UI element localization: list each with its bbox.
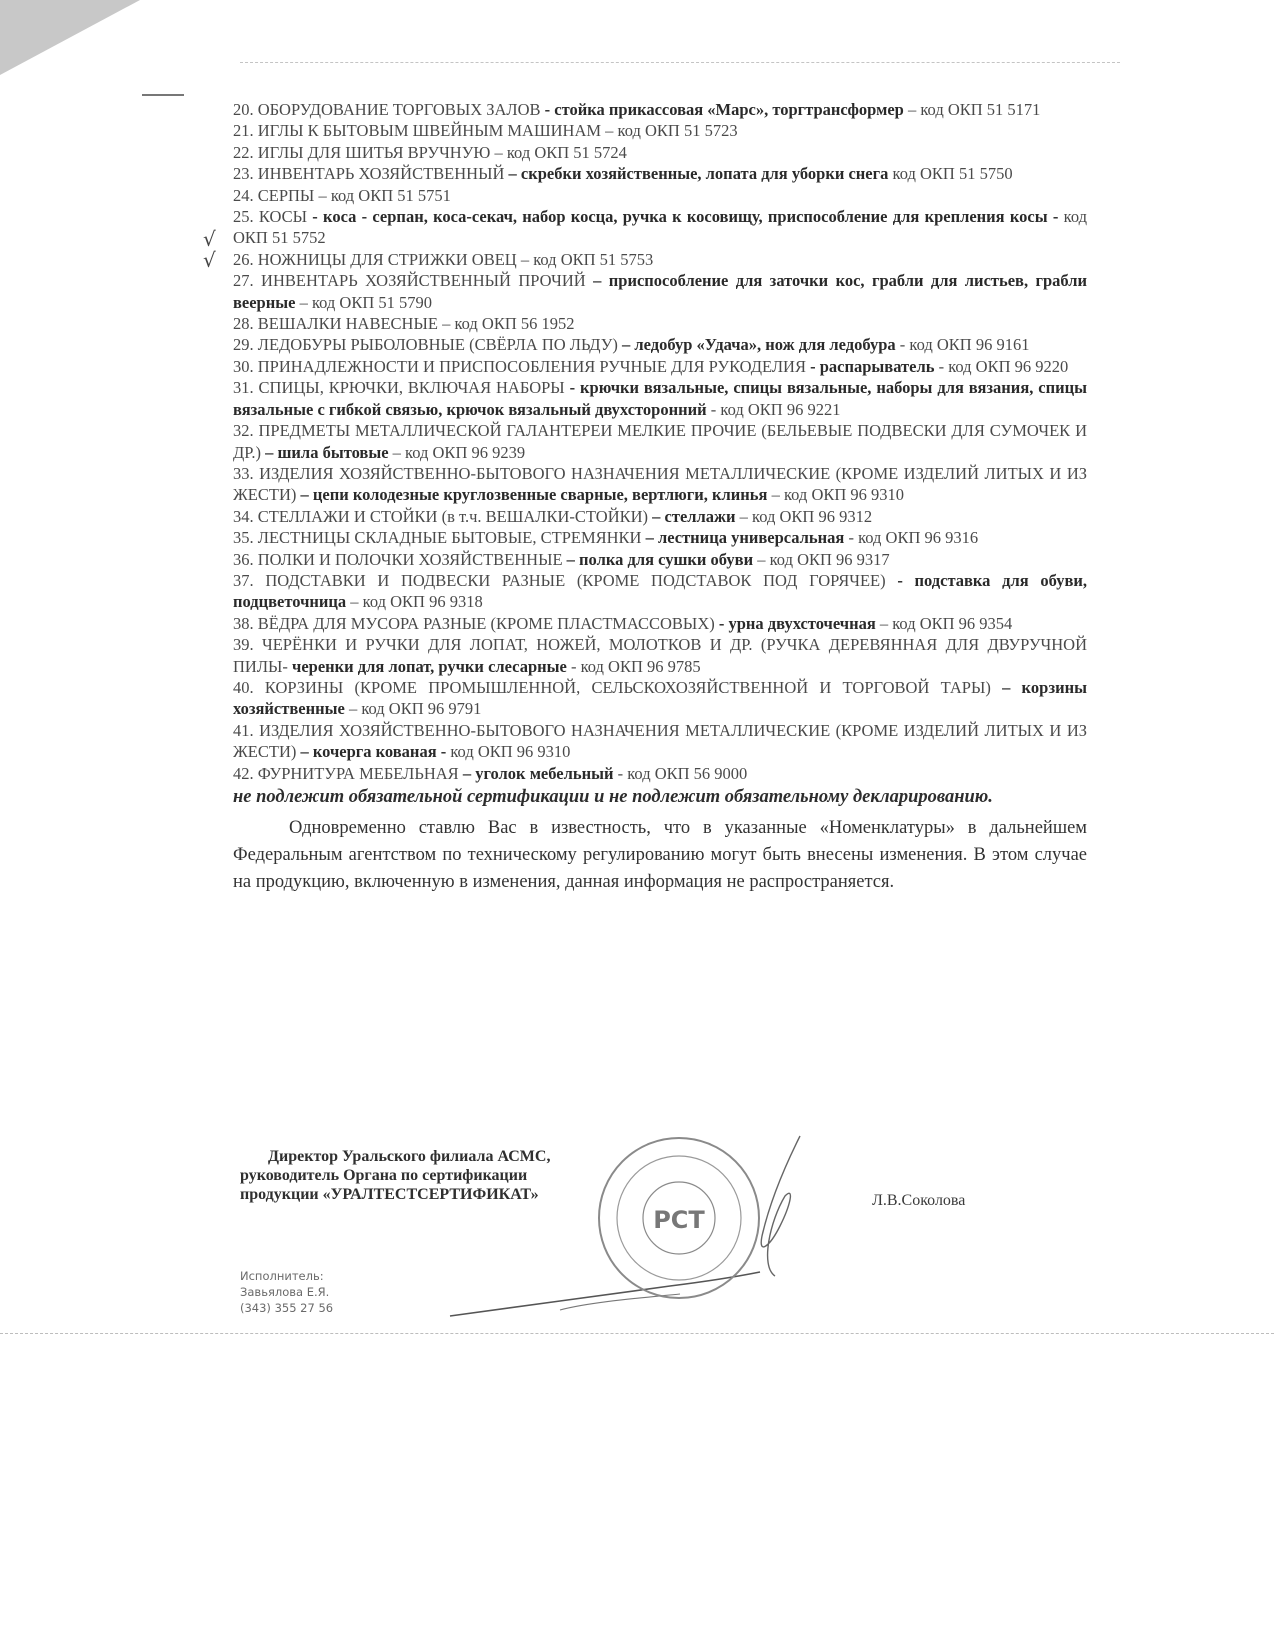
item-products: – ледобур «Удача», нож для ледобура — [622, 335, 896, 355]
item-code: код ОКП 96 9310 — [450, 742, 571, 762]
list-item — [233, 163, 1087, 184]
item-products: – шила бытовые — [265, 442, 389, 462]
item-code: - код ОКП 96 9316 — [848, 528, 979, 548]
item-code: - код ОКП 96 9221 — [710, 399, 841, 419]
checkmark-icon: √ — [203, 248, 216, 272]
item-products: – цепи колодезные круглозвенные сварные, вертлюги, клинья — [300, 485, 768, 505]
scan-top-edge — [240, 62, 1120, 63]
item-number: 30. — [233, 356, 254, 376]
item-products: - коса - серпан, коса-секач, набор косца, ручка к косовищу, приспособление для крепления косы - — [312, 207, 1059, 227]
list-item — [233, 334, 1087, 355]
exemption-note: не подлежит обязательной сертификации и не подлежит обязательному декларированию. — [233, 787, 993, 807]
item-category: ПРИНАДЛЕЖНОСТИ И ПРИСПОСОБЛЕНИЯ РУЧНЫЕ ДЛЯ РУКОДЕЛИЯ — [257, 356, 806, 376]
item-products: – лестница универсальная — [645, 528, 845, 548]
item-products: - крючки вязальные, спицы вязальные, наборы для вязания, спицы вязальные с гибкой связью, крючок вязальный двухсторонний — [233, 378, 1088, 419]
item-number: 37. — [233, 570, 254, 590]
item-number: 42. — [233, 763, 254, 783]
item-code: код ОКП 51 5750 — [892, 164, 1013, 184]
list-item — [233, 420, 1087, 463]
list-item — [233, 313, 1087, 334]
list-item — [233, 527, 1087, 548]
item-number: 28. — [233, 314, 254, 334]
item-products: - стойка прикассовая «Марс», торгтрансформер — [544, 100, 904, 119]
item-number: 25. — [233, 207, 254, 227]
item-code: – код ОКП 96 9354 — [879, 613, 1013, 633]
item-category: ИГЛЫ К БЫТОВЫМ ШВЕЙНЫМ МАШИНАМ — [257, 121, 602, 141]
item-number: 40. — [233, 677, 254, 697]
item-number: 24. — [233, 185, 254, 205]
item-number: 26. — [233, 249, 254, 269]
item-code: – код ОКП 51 5751 — [318, 185, 451, 205]
list-item — [233, 356, 1087, 377]
item-code: – код ОКП 51 5790 — [299, 292, 433, 312]
list-item — [233, 720, 1087, 763]
item-category: ИНВЕНТАРЬ ХОЗЯЙСТВЕННЫЙ ПРОЧИЙ — [261, 271, 586, 291]
signatory-title-line2: руководитель Органа по сертификации — [240, 1167, 528, 1184]
item-products: – стеллажи — [652, 506, 736, 526]
item-products: – уголок мебельный — [462, 763, 614, 783]
item-list — [233, 99, 1087, 784]
item-category: ВЁДРА ДЛЯ МУСОРА РАЗНЫЕ (КРОМЕ ПЛАСТМАССОВЫХ) — [257, 613, 715, 633]
signatory-title-line1: Директор Уральского филиала АСМС, — [268, 1148, 551, 1165]
item-category: ЧЕРЁНКИ И РУЧКИ ДЛЯ ЛОПАТ, НОЖЕЙ, МОЛОТКОВ И ДР. (РУЧКА ДЕРЕВЯННАЯ ДЛЯ ДВУРУЧНОЙ ПИЛЫ- — [233, 635, 1088, 676]
item-code: - код ОКП 56 9000 — [617, 763, 748, 783]
item-products: – кочерга кованая - — [300, 742, 447, 762]
item-category: ПОЛКИ И ПОЛОЧКИ ХОЗЯЙСТВЕННЫЕ — [257, 549, 563, 569]
executor-phone: (343) 355 27 56 — [240, 1301, 334, 1315]
item-category: ЛЕДОБУРЫ РЫБОЛОВНЫЕ (СВЁРЛА ПО ЛЬДУ) — [257, 335, 618, 355]
item-number: 29. — [233, 335, 254, 355]
item-products: черенки для лопат, ручки слесарные — [292, 656, 567, 676]
item-category: ЛЕСТНИЦЫ СКЛАДНЫЕ БЫТОВЫЕ, СТРЕМЯНКИ — [257, 528, 642, 548]
executor-label: Исполнитель: — [240, 1269, 324, 1283]
item-code: – код ОКП 51 5171 — [907, 100, 1041, 119]
item-code: - код ОКП 96 9785 — [570, 656, 701, 676]
list-item — [233, 763, 1087, 784]
list-item — [233, 570, 1087, 613]
executor-name: Завьялова Е.Я. — [240, 1285, 330, 1299]
list-item — [233, 142, 1087, 163]
item-products: – корзины хозяйственные — [233, 677, 1088, 719]
list-item — [233, 120, 1087, 141]
item-number: 36. — [233, 549, 254, 569]
item-category: СТЕЛЛАЖИ И СТОЙКИ (в т.ч. ВЕШАЛКИ-СТОЙКИ) — [257, 506, 649, 526]
item-category: ВЕШАЛКИ НАВЕСНЫЕ — [257, 314, 438, 334]
item-products: - распарыватель — [810, 356, 935, 376]
item-code: – код ОКП 96 9312 — [739, 506, 873, 526]
item-category: СПИЦЫ, КРЮЧКИ, ВКЛЮЧАЯ НАБОРЫ — [258, 378, 565, 398]
item-category: ИЗДЕЛИЯ ХОЗЯЙСТВЕННО-БЫТОВОГО НАЗНАЧЕНИЯ МЕТАЛЛИЧЕСКИЕ (КРОМЕ ИЗДЕЛИЙ ЛИТЫХ И ИЗ ЖЕСТИ) — [233, 720, 1087, 762]
item-code: – код ОКП 96 9239 — [392, 442, 526, 462]
item-number: 32. — [233, 421, 254, 441]
list-item — [233, 549, 1087, 570]
item-number: 41. — [233, 720, 254, 740]
item-code: – код ОКП 96 9317 — [757, 549, 890, 569]
item-category: КОРЗИНЫ (КРОМЕ ПРОМЫШЛЕННОЙ, СЕЛЬСКОХОЗЯЙСТВЕННОЙ И ТОРГОВОЙ ТАРЫ) — [264, 677, 991, 697]
list-item — [233, 99, 1087, 120]
item-category: СЕРПЫ — [257, 185, 315, 205]
margin-mark — [142, 94, 184, 96]
item-code: – код ОКП 96 9310 — [771, 485, 905, 505]
item-products: – приспособление для заточки кос, грабли для листьев, грабли веерные — [233, 271, 1088, 312]
item-number: 21. — [233, 121, 254, 141]
item-code: – код ОКП 56 1952 — [442, 314, 575, 334]
signer-name: Л.В.Соколова — [872, 1192, 966, 1209]
scan-bottom-edge — [0, 1333, 1274, 1334]
item-number: 34. — [233, 506, 254, 526]
item-code: код ОКП 51 5752 — [233, 207, 1088, 248]
signatory-title-line3: продукции «УРАЛТЕСТСЕРТИФИКАТ» — [240, 1186, 539, 1203]
item-category: ИНВЕНТАРЬ ХОЗЯЙСТВЕННЫЙ — [257, 164, 505, 184]
list-item — [233, 613, 1087, 634]
signature-block — [240, 1147, 660, 1204]
list-item — [233, 634, 1087, 677]
list-item — [233, 377, 1087, 420]
svg-text:РСТ: РСТ — [653, 1206, 705, 1234]
item-category: ИЗДЕЛИЯ ХОЗЯЙСТВЕННО-БЫТОВОГО НАЗНАЧЕНИЯ МЕТАЛЛИЧЕСКИЕ (КРОМЕ ИЗДЕЛИЙ ЛИТЫХ И ИЗ ЖЕСТИ) — [233, 463, 1087, 505]
notice-paragraph: Одновременно ставлю Вас в известность, что в указанные «Номенклатуры» в дальнейшем Федеральным агентством по техническому регулированию могут быть внесены изменения. В этом случае на продукцию, включенную в изменения, данная информация не распространяется. — [233, 818, 1087, 892]
item-number: 38. — [233, 613, 254, 633]
item-code: - код ОКП 96 9161 — [899, 335, 1030, 355]
item-code: – код ОКП 96 9318 — [350, 592, 483, 612]
item-number: 20. — [233, 100, 254, 119]
item-category: ИГЛЫ ДЛЯ ШИТЬЯ ВРУЧНУЮ — [257, 142, 491, 162]
list-item — [233, 270, 1087, 313]
list-item — [233, 506, 1087, 527]
checkmark-icon: √ — [203, 227, 216, 251]
item-number: 31. — [233, 378, 254, 398]
executor-info — [240, 1268, 333, 1316]
item-number: 22. — [233, 142, 254, 162]
item-code: – код ОКП 96 9791 — [348, 699, 482, 719]
list-item — [233, 206, 1087, 249]
list-item — [233, 677, 1087, 720]
item-products: – скребки хозяйственные, лопата для уборки снега — [508, 164, 889, 184]
item-number: 23. — [233, 164, 254, 184]
item-code: - код ОКП 96 9220 — [938, 356, 1069, 376]
item-category: ПРЕДМЕТЫ МЕТАЛЛИЧЕСКОЙ ГАЛАНТЕРЕИ МЕЛКИЕ ПРОЧИЕ (БЕЛЬЕВЫЕ ПОДВЕСКИ ДЛЯ СУМОЧЕК И ДР.) — [233, 421, 1087, 462]
document-body — [233, 99, 1087, 896]
item-category: НОЖНИЦЫ ДЛЯ СТРИЖКИ ОВЕЦ — [257, 249, 517, 269]
item-category: ПОДСТАВКИ И ПОДВЕСКИ РАЗНЫЕ (КРОМЕ ПОДСТАВОК ПОД ГОРЯЧЕЕ) — [265, 570, 886, 590]
item-products: – полка для сушки обуви — [566, 549, 754, 569]
item-products: - урна двухсточечная — [718, 613, 876, 633]
list-item — [233, 463, 1087, 506]
item-products: - подставка для обуви, подцветочница — [233, 570, 1087, 612]
item-code: – код ОКП 51 5724 — [494, 142, 627, 162]
item-code: – код ОКП 51 5723 — [605, 121, 738, 141]
item-category: ФУРНИТУРА МЕБЕЛЬНАЯ — [257, 763, 459, 783]
item-category: ОБОРУДОВАНИЕ ТОРГОВЫХ ЗАЛОВ — [257, 100, 541, 119]
item-code: – код ОКП 51 5753 — [520, 249, 654, 269]
list-item — [233, 185, 1087, 206]
item-number: 33. — [233, 463, 254, 483]
item-number: 39. — [233, 635, 254, 655]
item-category: КОСЫ — [258, 207, 308, 227]
list-item — [233, 249, 1087, 270]
item-number: 35. — [233, 528, 254, 548]
item-number: 27. — [233, 271, 254, 291]
scan-corner-shadow — [0, 0, 140, 75]
